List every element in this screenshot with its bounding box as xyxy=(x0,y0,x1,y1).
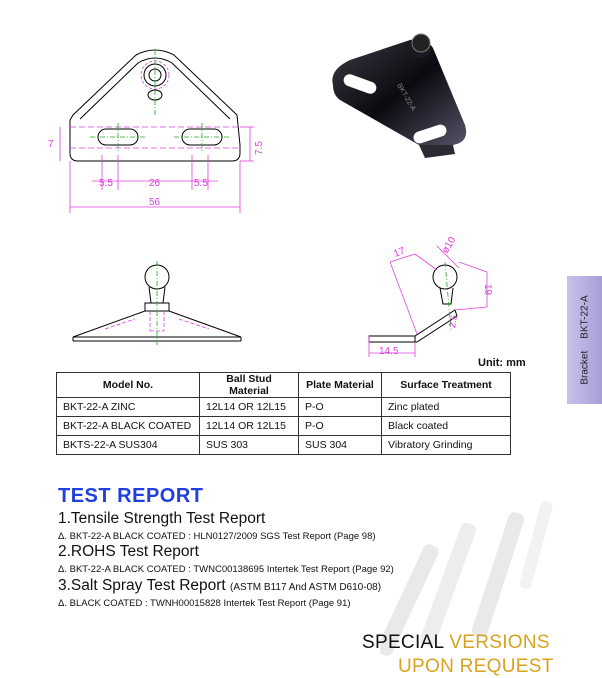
header-ball-stud-material: Ball Stud Material xyxy=(200,373,299,398)
table-row xyxy=(57,417,511,436)
report-detail-1: Δ. BKT-22-A BLACK COATED : HLN0127/2009 SGS Test Report (Page 98) xyxy=(58,531,376,542)
header-plate-material: Plate Material xyxy=(299,373,382,398)
report-heading-2: 2.ROHS Test Report xyxy=(58,543,199,560)
cell: Black coated xyxy=(382,417,511,436)
dim-7: 7 xyxy=(48,139,54,150)
side-tab-category: Bracket xyxy=(579,350,590,385)
cell: SUS 303 xyxy=(200,436,299,455)
header-surface-treatment: Surface Treatment xyxy=(382,373,511,398)
dim-5-5-right: 5.5 xyxy=(194,178,208,189)
table-header-row xyxy=(57,373,511,398)
report-detail-2: Δ. BKT-22-A BLACK COATED : TWNC00138695 Intertek Test Report (Page 92) xyxy=(58,564,394,575)
photo-marking: BKT-22-A xyxy=(395,82,417,113)
cell: Vibratory Grinding xyxy=(382,436,511,455)
side-tab xyxy=(567,276,602,404)
cell: 12L14 OR 12L15 xyxy=(200,417,299,436)
cell: 12L14 OR 12L15 xyxy=(200,398,299,417)
report-heading-3: 3.Salt Spray Test Report (ASTM B117 And ASTM D610-08) xyxy=(58,577,382,594)
upon-request-text: UPON REQUEST xyxy=(398,656,554,677)
header-model-no: Model No. xyxy=(57,373,200,398)
report-heading-3-extra: (ASTM B117 And ASTM D610-08) xyxy=(230,582,382,593)
front-view-drawing xyxy=(40,45,280,220)
product-photo xyxy=(315,30,475,170)
dim-7-5: 7.5 xyxy=(254,141,265,155)
dim-5-5-left: 5.5 xyxy=(99,178,113,189)
dim-19: 19 xyxy=(482,284,493,296)
side-view-drawing xyxy=(65,255,255,350)
dim-10: ø10 xyxy=(440,235,459,256)
report-detail-3: Δ. BLACK COATED : TWNH00015828 Intertek Test Report (Page 91) xyxy=(58,598,351,609)
cell: BKTS-22-A SUS304 xyxy=(57,436,200,455)
dim-56: 56 xyxy=(149,197,161,208)
cell: SUS 304 xyxy=(299,436,382,455)
table-row xyxy=(57,398,511,417)
cell: BKT-22-A BLACK COATED xyxy=(57,417,200,436)
report-heading-1: 1.Tensile Strength Test Report xyxy=(58,510,266,527)
dim-14-5: 14.5 xyxy=(379,346,399,357)
table-row xyxy=(57,436,511,455)
unit-label: Unit: mm xyxy=(478,357,526,369)
dim-26: 26 xyxy=(149,178,161,189)
cell: Zinc plated xyxy=(382,398,511,417)
cell: P-O xyxy=(299,417,382,436)
side-tab-model: BKT-22-A xyxy=(579,295,590,339)
dim-17: 17 xyxy=(392,245,407,260)
spec-table xyxy=(56,372,511,455)
angled-view-drawing xyxy=(355,232,505,362)
test-report-title: TEST REPORT xyxy=(58,485,204,507)
cell: P-O xyxy=(299,398,382,417)
cell: BKT-22-A ZINC xyxy=(57,398,200,417)
special-versions-text: SPECIAL VERSIONS xyxy=(362,632,550,653)
dim-2-5: 2.5 xyxy=(447,314,460,329)
